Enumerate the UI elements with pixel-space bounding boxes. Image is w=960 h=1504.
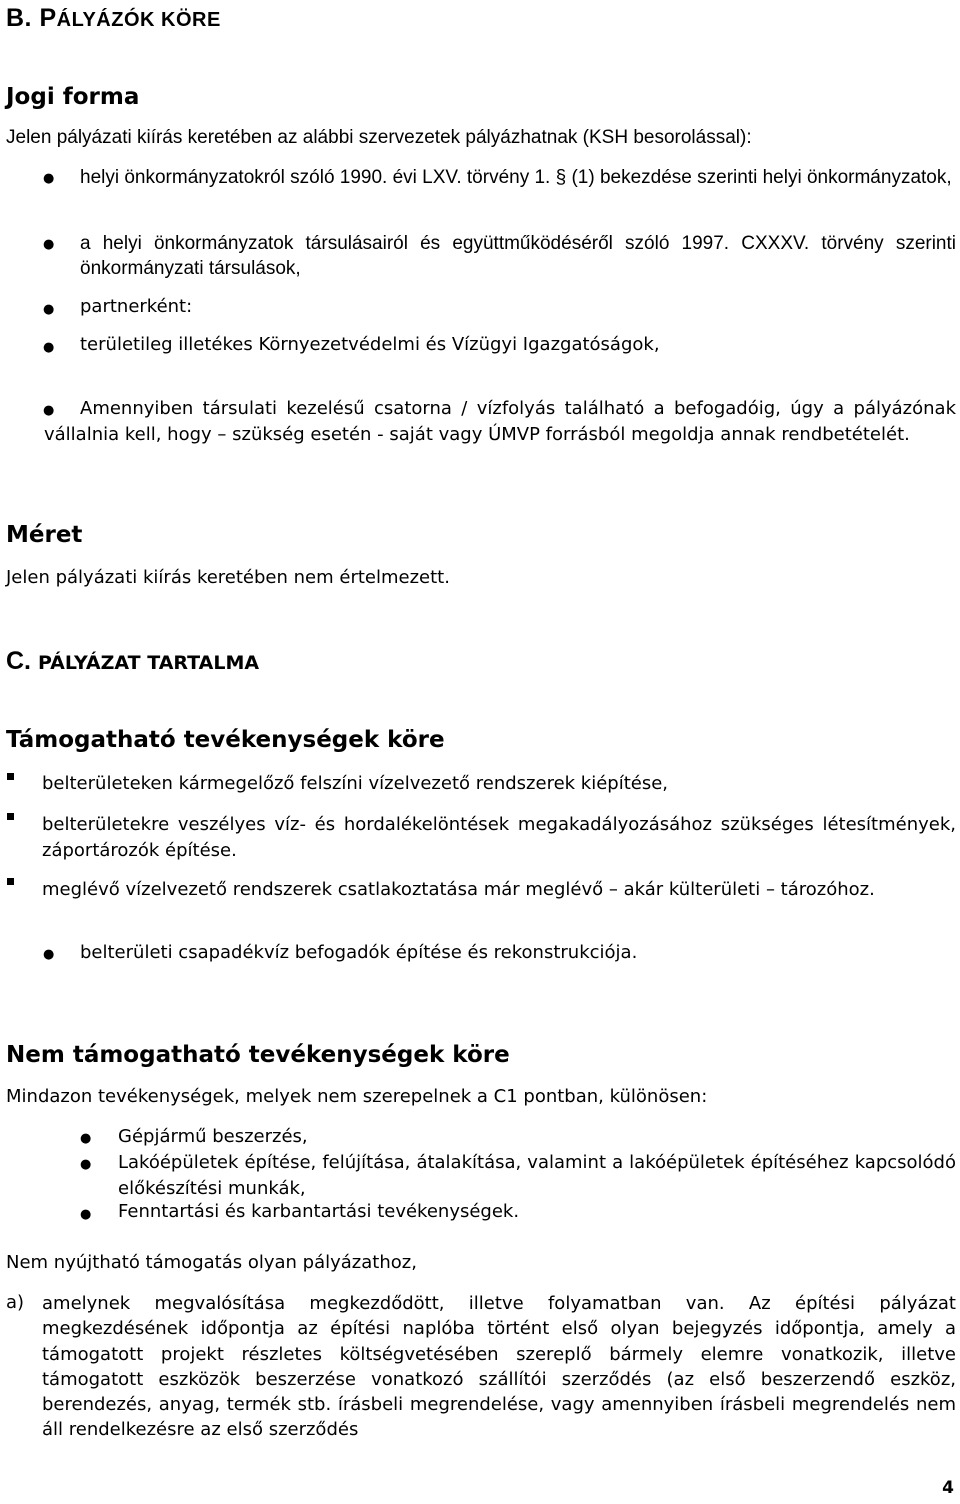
square-bullet-icon	[7, 813, 14, 820]
bullet-dot-icon: ●	[80, 1207, 92, 1222]
jogi-forma-note	[44, 396, 956, 448]
tamogathato-heading: Támogatható tevékenységek köre	[6, 727, 445, 753]
nem-tamogathato-intro2: Nem nyújtható támogatás olyan pályázathoz,	[6, 1252, 417, 1273]
list-item-a: amelynek megvalósítása megkezdődött, illetve folyamatban van. Az építési pályázat megkezdésének időpontja az építési naplóba történt első olyan bejegyzés időpontja, amely a támogatott projekt részletes költségvetésében szereplő bármely elemre vonatkozik, illetve támogatott eszközök beszerzése vonatkozó szállítói szerződés (az első beszerzendő eszköz, berendezés, anyag, termék stb. írásbeli megrendelése, vagy amennyiben írásbeli megrendelés nem áll rendelkezésre az első szerződés	[42, 1293, 956, 1441]
nem-tamogathato-item: Fenntartási és karbantartási tevékenységek.	[118, 1201, 520, 1222]
bullet-dot-icon: ●	[43, 403, 55, 418]
bullet-dot-icon: ●	[43, 302, 55, 317]
item-text: a helyi önkormányzatok társulásairól és együttműködéséről szóló 1997. CXXXV. törvény szerinti önkormányzati társulások,	[80, 233, 956, 279]
nem-tamogathato-item: Gépjármű beszerzés,	[118, 1126, 308, 1147]
jogi-forma-intro: Jelen pályázati kiírás keretében az alábbi szervezetek pályázhatnak (KSH besorolással):	[6, 127, 752, 148]
tamogathato-item: belterületekre veszélyes víz- és hordalékelöntések megakadályozásához szükséges létesítmények, záportározók építése.	[42, 814, 956, 861]
square-bullet-icon	[7, 773, 14, 780]
meret-text: Jelen pályázati kiírás keretében nem értelmezett.	[6, 567, 450, 588]
jogi-forma-item: területileg illetékes Környezetvédelmi és Vízügyi Igazgatóságok,	[80, 334, 660, 355]
nem-tamogathato-item: Lakóépületek építése, felújítása, átalakítása, valamint a lakóépületek építéséhez kapcsolódó előkészítési munkák,	[118, 1152, 956, 1199]
note-text: Amennyiben társulati kezelésű csatorna / vízfolyás található a befogadóig, úgy a pályázónak vállalnia kell, hogy – szükség esetén - saját vagy ÚMVP forrásból megoldja annak rendbetételét.	[44, 398, 956, 445]
list-label-a: a)	[6, 1292, 25, 1313]
meret-heading: Méret	[6, 522, 83, 548]
tamogathato-item: meglévő vízelvezető rendszerek csatlakoztatása már meglévő – akár külterületi – tározóhoz.	[42, 879, 875, 900]
tamogathato-item: belterületeken kármegelőző felszíni vízelvezető rendszerek kiépítése,	[42, 773, 669, 794]
jogi-forma-item: helyi önkormányzatokról szóló 1990. évi LXV. törvény 1. § (1) bekezdése szerinti helyi önkormányzatok,	[80, 167, 952, 188]
section-c-title-text: PÁLYÁZAT TARTALMA	[37, 652, 260, 674]
bullet-dot-icon: ●	[80, 1131, 92, 1146]
section-letter: C.	[6, 647, 38, 675]
section-letter: B.	[6, 4, 40, 32]
title-rest: ÁLYÁZÓK KÖRE	[56, 9, 221, 31]
bullet-dot-icon: ●	[43, 340, 55, 355]
nem-tamogathato-intro: Mindazon tevékenységek, melyek nem szerepelnek a C1 pontban, különösen:	[6, 1086, 708, 1107]
bullet-dot-icon: ●	[80, 1157, 92, 1172]
tamogathato-item: belterületi csapadékvíz befogadók építése és rekonstrukciója.	[80, 942, 638, 963]
square-bullet-icon	[7, 878, 14, 885]
jogi-forma-item: partnerként:	[80, 296, 193, 317]
jogi-forma-heading: Jogi forma	[6, 84, 140, 110]
bullet-dot-icon: ●	[43, 171, 55, 186]
jogi-forma-item	[80, 231, 956, 281]
bullet-dot-icon: ●	[43, 237, 55, 252]
nem-tamogathato-heading: Nem támogatható tevékenységek köre	[6, 1042, 510, 1068]
section-c-title	[6, 647, 259, 676]
page-number: 4	[942, 1478, 954, 1498]
bullet-dot-icon: ●	[43, 947, 55, 962]
section-b-title	[6, 4, 221, 33]
title-initial: P	[39, 4, 57, 32]
